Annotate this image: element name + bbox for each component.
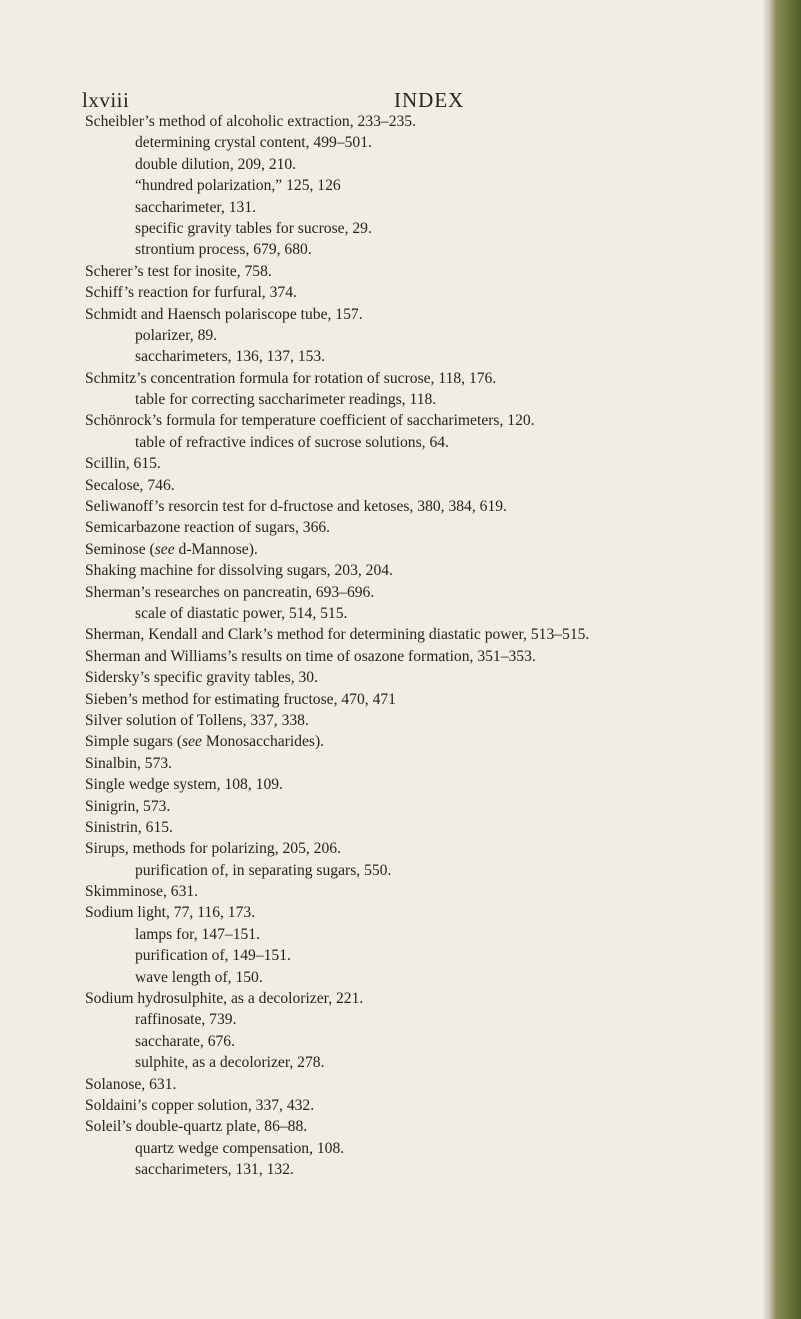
index-entry: Solanose, 631. (85, 1075, 177, 1093)
entry-text: Monosaccharides). (201, 733, 325, 751)
index-entry: Sinistrin, 615. (85, 818, 173, 836)
index-subentry: saccharimeters, 136, 137, 153. (135, 348, 326, 366)
index-subentry: table of refractive indices of sucrose solutions, 64. (135, 433, 449, 451)
index-entry: Sherman, Kendall and Clark’s method for determining diastatic power, 513–515. (85, 626, 590, 644)
index-entry: Schiff’s reaction for furfural, 374. (85, 284, 297, 302)
index-entry: Shaking machine for dissolving sugars, 203, 204. (85, 562, 393, 580)
index-subentry: saccharate, 676. (135, 1032, 236, 1050)
index-entry: Semicarbazone reaction of sugars, 366. (85, 519, 331, 537)
index-entry: Sirups, methods for polarizing, 205, 206. (85, 840, 341, 858)
index-entry: Single wedge system, 108, 109. (85, 776, 283, 794)
index-entry: Sherman and Williams’s results on time of osazone formation, 351–353. (85, 647, 536, 665)
index-entry: Soleil’s double-quartz plate, 86–88. (85, 1118, 308, 1136)
index-entry: Skimminose, 631. (85, 883, 199, 901)
index-entry: Soldaini’s copper solution, 337, 432. (85, 1096, 315, 1114)
page-number: lxviii (82, 88, 130, 112)
index-subentry: lamps for, 147–151. (135, 925, 260, 943)
index-entry: Sodium hydrosulphite, as a decolorizer, 221. (85, 990, 364, 1008)
index-entry: Sherman’s researches on pancreatin, 693–696. (85, 583, 375, 601)
index-entry: Sinalbin, 573. (85, 754, 173, 772)
index-entry: Schmidt and Haensch polariscope tube, 157. (85, 305, 363, 323)
index-entry (85, 539, 775, 560)
see-reference: see (182, 733, 202, 751)
index-subentry: scale of diastatic power, 514, 515. (135, 604, 348, 622)
index-subentry: purification of, 149–151. (135, 947, 291, 965)
index-entry: Schönrock’s formula for temperature coefficient of saccharimeters, 120. (85, 412, 535, 430)
index-body (85, 111, 775, 1181)
index-subentry: strontium process, 679, 680. (135, 241, 312, 259)
see-reference: see (154, 540, 175, 558)
index-entry: Sodium light, 77, 116, 173. (85, 904, 256, 922)
index-subentry: double dilution, 209, 210. (135, 155, 297, 173)
index-entry: Scherer’s test for inosite, 758. (85, 262, 272, 280)
index-subentry: table for correcting saccharimeter readings, 118. (135, 391, 437, 409)
index-subentry: saccharimeter, 131. (135, 198, 257, 216)
index-entry (85, 731, 775, 752)
index-entry: Sidersky’s specific gravity tables, 30. (85, 669, 318, 687)
index-entry: Silver solution of Tollens, 337, 338. (85, 711, 309, 729)
entry-text: Seminose ( (85, 540, 155, 558)
index-subentry: wave length of, 150. (135, 968, 263, 986)
entry-text: d-Mannose). (174, 540, 258, 558)
index-entry: Seliwanoff’s resorcin test for d-fructose and ketoses, 380, 384, 619. (85, 498, 507, 516)
running-title: INDEX (394, 88, 465, 112)
index-subentry: quartz wedge compensation, 108. (135, 1139, 345, 1157)
index-subentry: raffinosate, 739. (135, 1011, 237, 1029)
index-subentry: polarizer, 89. (135, 326, 218, 344)
index-subentry: determining crystal content, 499–501. (135, 134, 372, 152)
index-subentry: specific gravity tables for sucrose, 29. (135, 219, 372, 237)
index-entry: Scillin, 615. (85, 455, 161, 473)
index-subentry: sulphite, as a decolorizer, 278. (135, 1054, 325, 1072)
entry-text: Simple sugars ( (85, 733, 183, 751)
index-entry: Scheibler’s method of alcoholic extraction, 233–235. (85, 113, 416, 130)
index-subentry: “hundred polarization,” 125, 126 (135, 177, 341, 195)
index-subentry: purification of, in separating sugars, 550. (135, 861, 392, 879)
index-subentry: saccharimeters, 131, 132. (135, 1161, 294, 1179)
index-entry: Sieben’s method for estimating fructose, 470, 471 (85, 690, 396, 708)
index-entry: Secalose, 746. (85, 476, 175, 494)
index-entry: Schmitz’s concentration formula for rotation of sucrose, 118, 176. (85, 369, 497, 387)
index-entry: Sinigrin, 573. (85, 797, 171, 815)
